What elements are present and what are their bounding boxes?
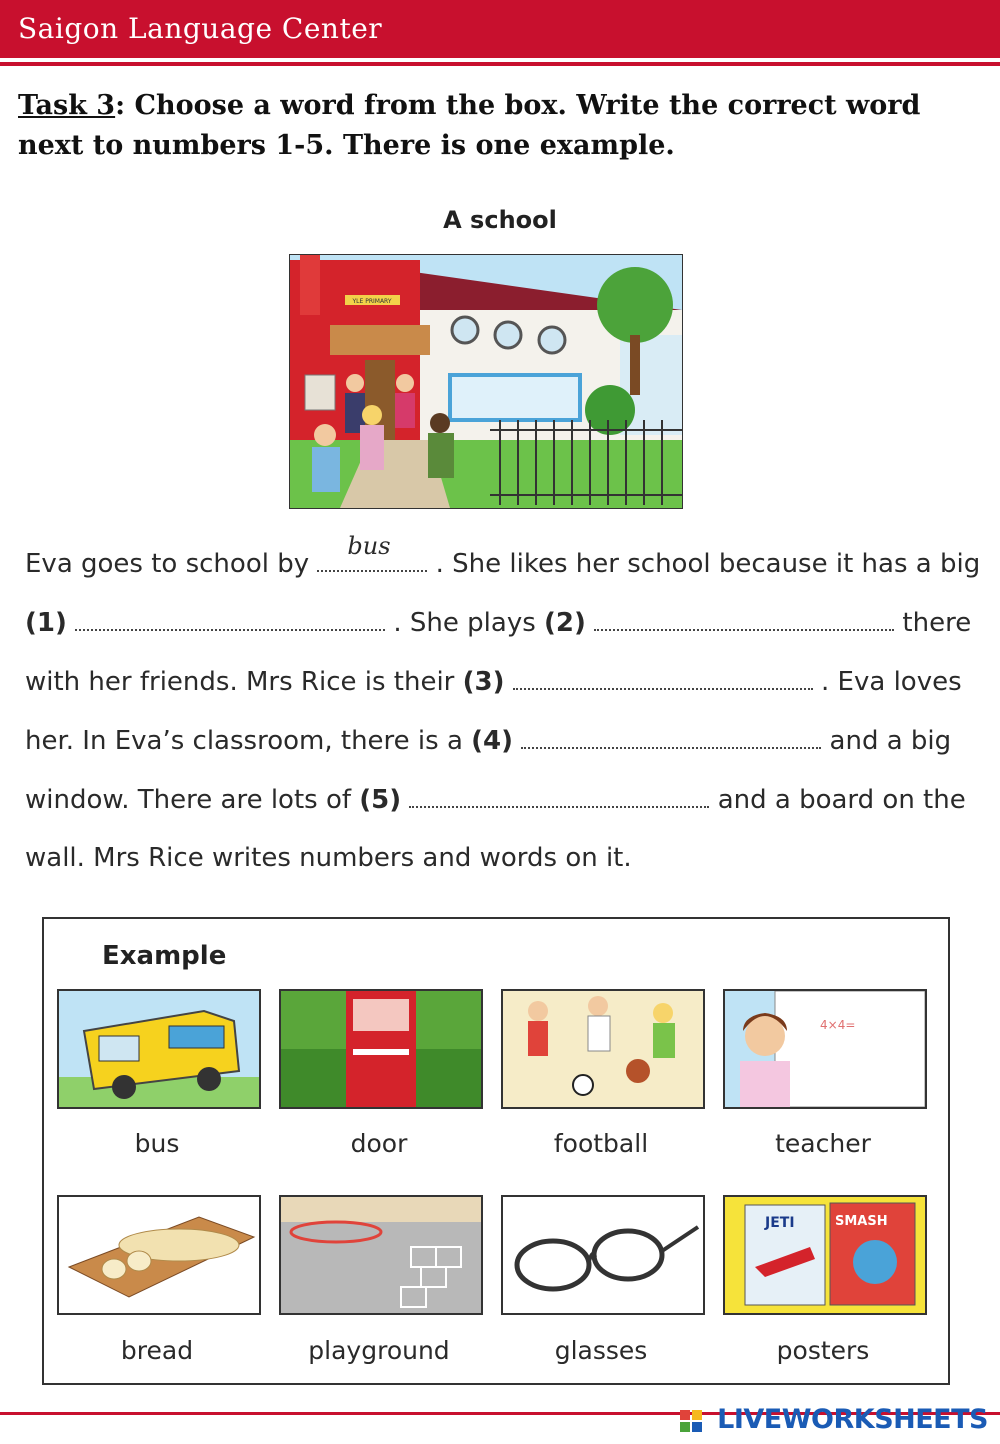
line-3-text-a: with her friends. Mrs Rice is their <box>25 667 455 697</box>
picture-title: A school <box>443 206 557 234</box>
blank-number-2: (2) <box>544 608 586 638</box>
header-bar <box>0 0 1000 58</box>
line-4-text-a: her. In Eva’s classroom, there is a <box>25 726 463 756</box>
school-illustration <box>289 254 683 509</box>
board-text: 4×4= <box>820 1018 856 1032</box>
bus-icon <box>59 991 259 1107</box>
football-picture <box>501 989 705 1109</box>
liveworksheets-logo-icon <box>680 1410 702 1432</box>
answer-blank-4[interactable] <box>521 725 821 749</box>
answer-blank-5[interactable] <box>409 784 709 808</box>
word-bus: bus <box>134 1129 180 1158</box>
passage-line-1 <box>25 532 981 579</box>
bread-icon <box>59 1197 259 1313</box>
task-label: Task 3 <box>18 90 116 121</box>
poster-text-1: JETI <box>765 1215 795 1231</box>
brand-wordmark: LIVEWORKSHEETS <box>717 1404 988 1435</box>
school-sign: YLE PRIMARY <box>352 298 392 305</box>
door-icon <box>281 991 481 1107</box>
example-label: Example <box>102 941 227 971</box>
line-1-text-b: . She likes her school because it has a big <box>435 549 981 579</box>
passage-line-4 <box>25 725 951 756</box>
posters-icon <box>725 1197 925 1313</box>
bus-picture <box>57 989 261 1109</box>
blank-number-1: (1) <box>25 608 67 638</box>
line-5-text-a: window. There are lots of <box>25 785 352 815</box>
teacher-picture <box>723 989 927 1109</box>
example-blank <box>317 532 427 572</box>
word-bread: bread <box>120 1336 194 1365</box>
door-picture <box>279 989 483 1109</box>
passage-line-2 <box>25 607 971 638</box>
answer-blank-2[interactable] <box>594 607 894 631</box>
answer-blank-3[interactable] <box>513 666 813 690</box>
line-4-text-b: and a big <box>829 726 952 756</box>
word-football: football <box>553 1129 649 1158</box>
header-title: Saigon Language Center <box>18 12 383 45</box>
blank-number-3: (3) <box>462 667 505 697</box>
playground-icon <box>281 1197 481 1313</box>
line-2-text-a: . She plays <box>393 608 536 638</box>
word-door: door <box>350 1129 408 1158</box>
passage-line-5 <box>25 784 966 815</box>
school-scene-image <box>290 255 682 508</box>
football-icon <box>503 991 703 1107</box>
word-glasses: glasses <box>554 1336 648 1365</box>
task-text: : Choose a word from the box. Write the correct word next to numbers 1-5. There is one example. <box>18 90 921 161</box>
line-5-text-b: and a board on the <box>717 785 966 815</box>
poster-text-2: SMASH <box>835 1214 888 1229</box>
playground-picture <box>279 1195 483 1315</box>
glasses-picture <box>501 1195 705 1315</box>
bread-picture <box>57 1195 261 1315</box>
example-answer: bus <box>347 532 391 560</box>
passage-line-3 <box>25 666 962 697</box>
word-box <box>42 917 950 1385</box>
teacher-icon <box>725 991 925 1107</box>
task-instruction <box>18 86 988 166</box>
line-3-text-b: . Eva loves <box>821 667 962 697</box>
header-divider <box>0 62 1000 66</box>
blank-number-4: (4) <box>471 726 514 756</box>
glasses-icon <box>503 1197 703 1313</box>
word-playground: playground <box>308 1336 450 1365</box>
passage-line-6: wall. Mrs Rice writes numbers and words on it. <box>25 843 632 873</box>
line-2-text-b: there <box>902 608 972 638</box>
answer-blank-1[interactable] <box>75 607 385 631</box>
blank-number-5: (5) <box>359 785 402 815</box>
posters-picture <box>723 1195 927 1315</box>
word-teacher: teacher <box>775 1129 871 1158</box>
line-1-text-a: Eva goes to school by <box>25 549 310 579</box>
word-posters: posters <box>776 1336 870 1365</box>
